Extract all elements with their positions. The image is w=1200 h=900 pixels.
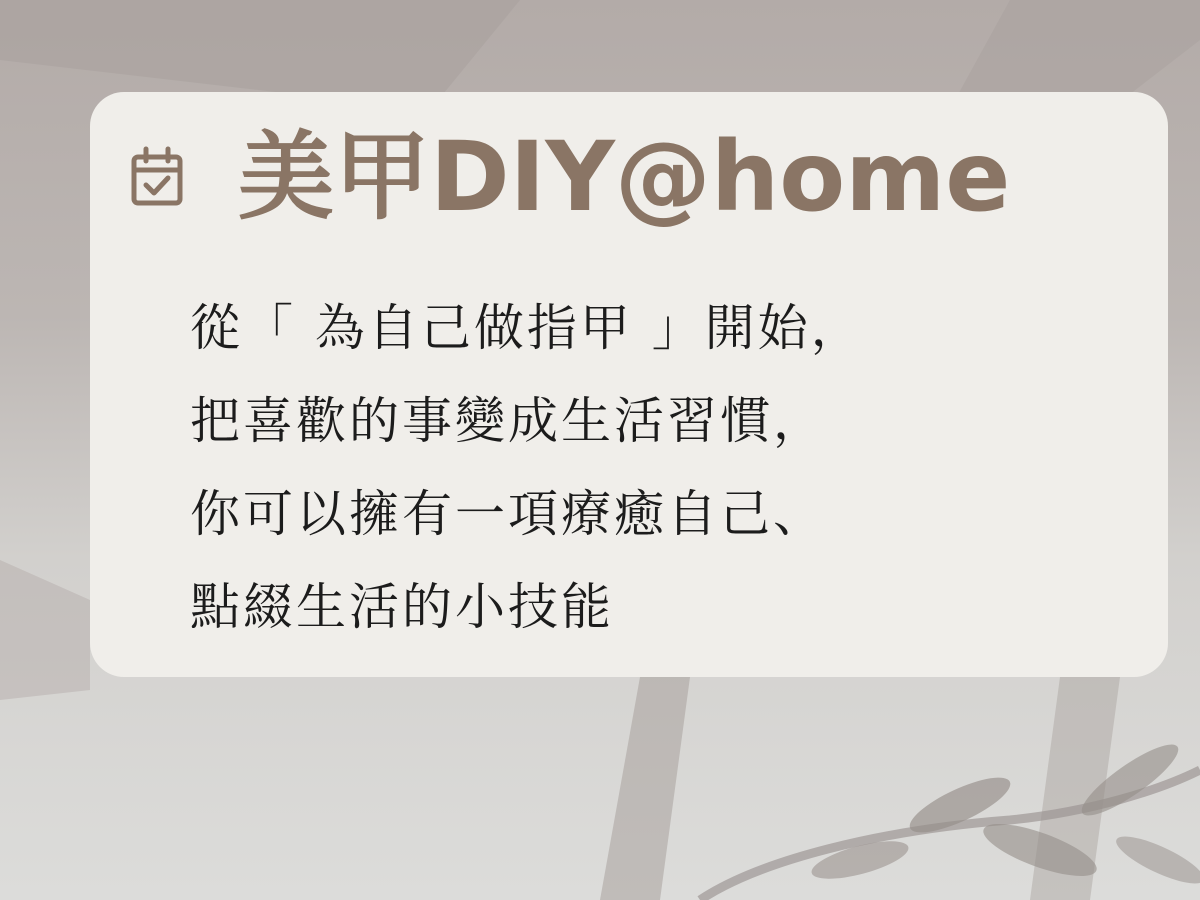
description-text (190, 282, 1090, 654)
description-line: 你可以擁有一項療癒自己、 (190, 485, 826, 543)
calendar-check-icon (128, 145, 186, 211)
page-title: 美甲DIY@home (238, 121, 1011, 233)
description-line: 把喜歡的事變成生活習慣， (190, 392, 826, 450)
description-line: 從「 為自己做指甲 」開始， (190, 299, 864, 357)
description-line: 點綴生活的小技能 (190, 578, 614, 636)
